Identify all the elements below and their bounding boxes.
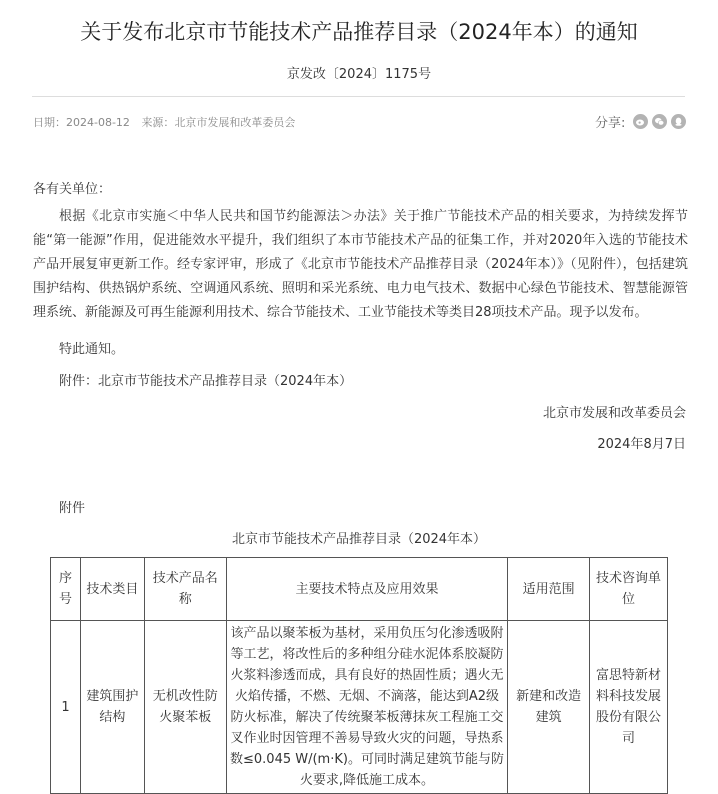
table-title: 北京市节能技术产品推荐目录（2024年本）: [231, 532, 487, 547]
cell-category: 建筑围护结构: [80, 621, 144, 794]
document-number: 京发改〔2024〕1175号: [286, 67, 432, 82]
source-field: [141, 116, 295, 129]
share-bar: [595, 112, 686, 131]
header-scope: 适用范围: [508, 558, 590, 621]
wechat-icon[interactable]: [652, 114, 667, 129]
salutation: 各有关单位：: [33, 182, 112, 197]
qq-icon[interactable]: [671, 114, 686, 129]
date-value: 2024-08-12: [66, 116, 130, 129]
signature-organization: 北京市发展和改革委员会: [542, 406, 686, 421]
header-features: 主要技术特点及应用效果: [226, 558, 508, 621]
date-field: [33, 116, 130, 129]
cell-features: 该产品以聚苯板为基材，采用负压匀化渗透吸附等工艺，将改性后的多种组分硅水泥体系胶凝防火浆料渗透而成，具有良好的热固性质；遇火无火焰传播，不燃、无烟、不滴落，能达到A2级防火标准，解决了传统聚苯板薄抹灰工程施工交叉作业时因管理不善易导致火灾的问题，导热系数≤0.045 W/(m·K)。可同时满足建筑节能与防火要求,降低施工成本。: [226, 621, 508, 794]
attachment-label: 附件: [59, 501, 86, 516]
page-title: 关于发布北京市节能技术产品推荐目录（2024年本）的通知: [80, 20, 638, 44]
cell-consultant: 富思特新材料科技发展股份有限公司: [590, 621, 668, 794]
share-label: 分享:: [595, 116, 626, 131]
header-index: 序号: [51, 558, 81, 621]
source-label: 来源：: [141, 116, 175, 129]
cell-product-name: 无机改性防火聚苯板: [144, 621, 226, 794]
table-row: [51, 621, 668, 794]
header-consultant: 技术咨询单位: [590, 558, 668, 621]
cell-scope: 新建和改造建筑: [508, 621, 590, 794]
body-paragraph: 根据《北京市实施＜中华人民共和国节约能源法＞办法》关于推广节能技术产品的相关要求，为持续发挥节能“第一能源”作用，促进能效水平提升，我们组织了本市节能技术产品的征集工作，并对2020年入选的节能技术产品开展复审更新工作。经专家评审，形成了《北京市节能技术产品推荐目录（2024年本）》（见附件），包括建筑围护结构、供热锅炉系统、空调通风系统、照明和采光系统、电力电气技术、数据中心绿色节能技术、智慧能源管理系统、新能源及可再生能源利用技术、综合节能技术、工业节能技术等类目28项技术产品。现予以发布。: [33, 209, 688, 320]
notice-text: 特此通知。: [59, 342, 125, 357]
table-header-row: [51, 558, 668, 621]
signature-date: 2024年8月7日: [597, 437, 686, 452]
source-value: 北京市发展和改革委员会: [174, 116, 296, 129]
meta-info: [33, 114, 303, 130]
cell-index: 1: [51, 621, 81, 794]
header-product-name: 技术产品名称: [144, 558, 226, 621]
attachment-reference[interactable]: 附件：北京市节能技术产品推荐目录（2024年本）: [59, 374, 353, 389]
catalog-table: [50, 557, 668, 794]
weibo-icon[interactable]: [633, 114, 648, 129]
date-label: 日期：: [33, 116, 66, 129]
divider: [32, 96, 685, 97]
header-category: 技术类目: [80, 558, 144, 621]
